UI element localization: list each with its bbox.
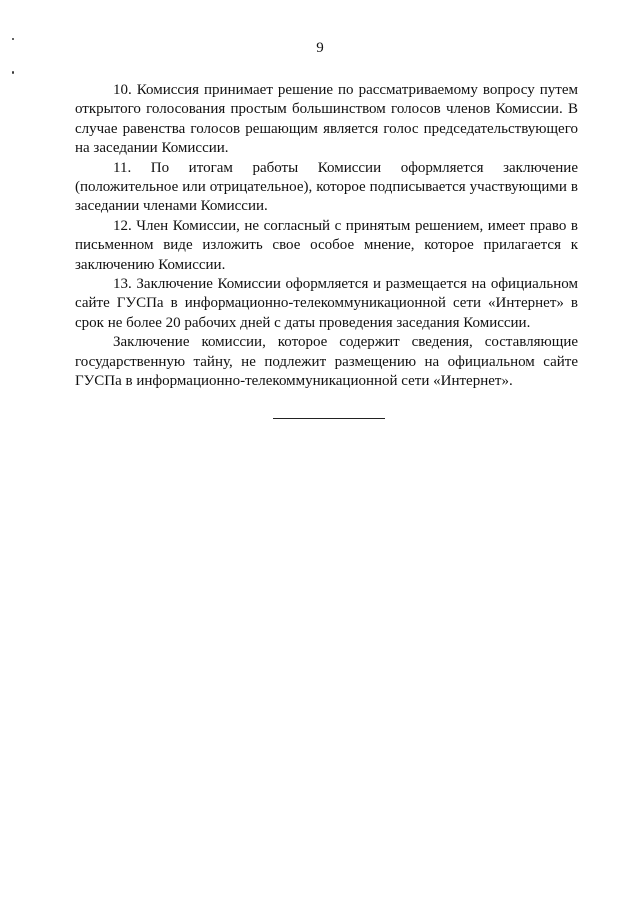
- document-body: [75, 81, 578, 392]
- end-divider-line: [273, 418, 385, 419]
- paragraph-13: 13. Заключение Комиссии оформляется и размещается на официальном сайте ГУСПа в информационно-телекоммуникационной сети «Интернет» в срок не более 20 рабочих дней с даты проведения заседания Комиссии.: [75, 276, 578, 331]
- scan-speck: [12, 71, 14, 74]
- scan-speck: [12, 38, 14, 40]
- paragraph-note: Заключение комиссии, которое содержит сведения, составляющие государственную тайну, не подлежит размещению на официальном сайте ГУСПа в информационно-телекоммуникационной сети «Интернет».: [75, 334, 578, 390]
- paragraph-12: 12. Член Комиссии, не согласный с принятым решением, имеет право в письменном виде изложить свое особое мнение, которое прилагается к заключению Комиссии.: [75, 217, 578, 273]
- paragraph-10: 10. Комиссия принимает решение по рассматриваемому вопросу путем открытого голосования простым большинством голосов членов Комиссии. В случае равенства голосов решающим является голос председательствующего на заседании Комиссии.: [75, 82, 578, 157]
- paragraph-11: 11. По итогам работы Комиссии оформляется заключение (положительное или отрицательное), которое подписывается участвующими в заседании членами Комиссии.: [75, 159, 578, 215]
- page-number: 9: [316, 40, 324, 56]
